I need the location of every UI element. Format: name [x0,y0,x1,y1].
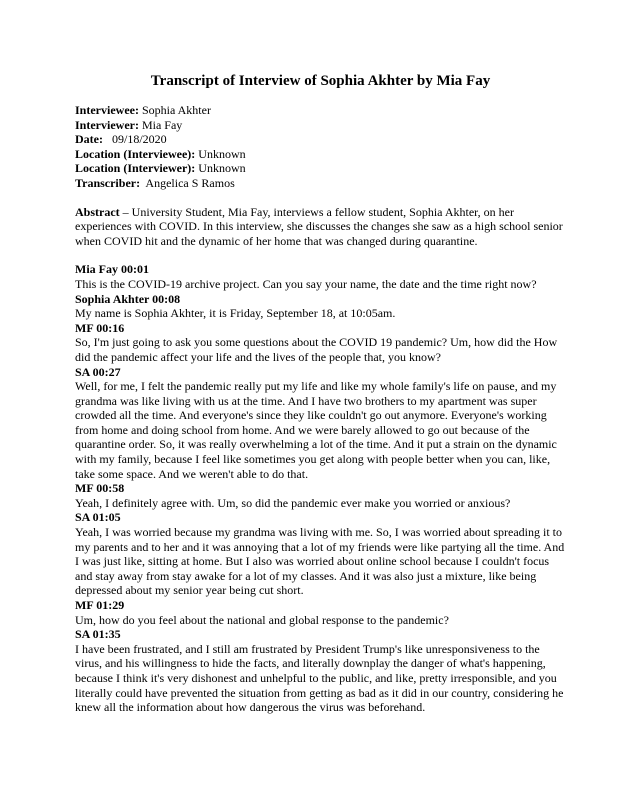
document-title: Transcript of Interview of Sophia Akhter by Mia Fay [150,73,491,89]
meta-location-interviewee [75,147,566,162]
meta-value: 09/18/2020 [102,132,167,147]
abstract [75,205,566,249]
meta-value: Sophia Akhter [138,103,211,117]
utterance: Well, for me, I felt the pandemic really put my life and like my whole family's life on pause, and my grandma was like living with us at the time. And I have two brothers to my apartment was super crowded all the time. And everyone's since they like couldn't go out anymore. Everyone's working from home and doing school from home. And we were barely allowed to go out because of the quarantine order. So, it was really overwhelming a lot of the time. And it put a strain on the dynamic with my family, because I feel like sometimes you get along with people better when you can, like, take some space. And we weren't able to do that. [75,379,557,481]
utterance: My name is Sophia Akhter, it is Friday, September 18, at 10:05am. [75,306,396,321]
meta-label: Location (Interviewee): [75,146,196,161]
speaker-label: MF 01:29 [75,598,125,612]
meta-label: Interviewer: [75,117,139,132]
speaker-label: Mia Fay 00:01 [75,262,149,277]
transcript [75,262,566,714]
speaker-label: MF 00:58 [75,481,125,496]
utterance: So, I'm just going to ask you some questions about the COVID 19 pandemic? Um, how did the How did the pandemic affect your life and the lives of the people that, you know? [75,335,558,364]
speaker-label: SA 01:35 [75,627,121,642]
meta-transcriber [75,176,566,191]
meta-label: Date: [75,132,103,147]
meta-date [75,132,566,147]
meta-interviewee [75,103,566,118]
utterance: Yeah, I was worried because my grandma was living with me. So, I was worried about spreading it to my parents and to her and it was annoying that a lot of my friends were like partying all the time. And I was just like, sitting at home. But I also was worried about online school because I couldn't focus and stay away from stay awake for a lot of my classes. And it was also just a mixture, like being depressed about my senior year being cut short. [75,525,565,598]
speaker-label: Sophia Akhter 00:08 [75,291,181,306]
abstract-label: Abstract [75,204,120,219]
speaker-label: MF 00:16 [75,320,125,335]
speaker-label: SA 00:27 [75,364,121,379]
meta-value: Unknown [195,161,246,176]
meta-value: Mia Fay [138,117,183,132]
meta-label: Interviewee: [75,103,139,117]
meta-value: Angelica S Ramos [140,175,235,190]
meta-label: Transcriber: [75,175,141,190]
speaker-label: SA 01:05 [75,510,121,525]
meta-interviewer [75,118,566,133]
utterance: This is the COVID-19 archive project. Can you say your name, the date and the time right now? [75,276,537,291]
interview-metadata [75,103,566,191]
meta-value: Unknown [195,146,246,161]
utterance: I have been frustrated, and I still am frustrated by President Trump's like unresponsiveness to the virus, and his willingness to hide the facts, and literally downplay the danger of what's happening, because I think it's very dishonest and unhelpful to the public, and like, pretty irresponsible, and you literally could have prevented the situation from getting as bad as it did in our country, considering he knew all the information about how dangerous the virus was beforehand. [75,641,564,715]
abstract-text: – University Student, Mia Fay, interviews a fellow student, Sophia Akhter, on her experiences with COVID. In this interview, she discusses the changes she saw as a high school senior when COVID hit and the dynamic of her home that was changed during quarantine. [75,204,563,248]
meta-label: Location (Interviewer): [75,161,196,176]
utterance: Yeah, I definitely agree with. Um, so did the pandemic ever make you worried or anxious? [75,495,511,510]
meta-location-interviewer [75,161,566,176]
utterance: Um, how do you feel about the national and global response to the pandemic? [75,612,449,627]
